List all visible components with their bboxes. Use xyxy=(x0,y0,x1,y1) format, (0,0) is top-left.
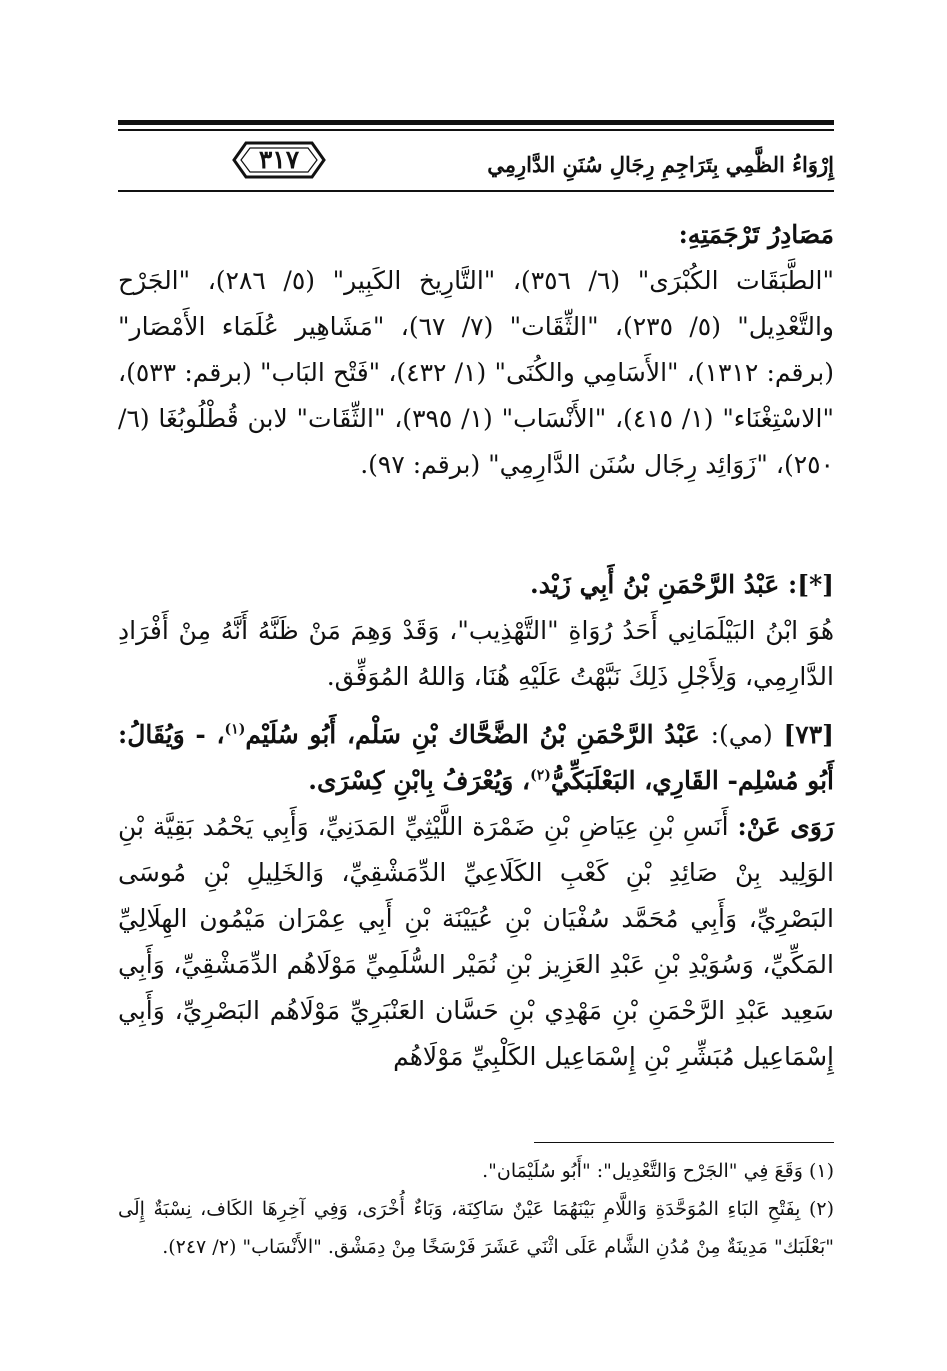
footnote-1: (١) وَقَعَ فِي "الجَرْح وَالتَّعْدِيل": "أَبُو سُلَيْمَان". xyxy=(482,1160,834,1182)
footnotes xyxy=(118,1152,834,1266)
sources-text: "الطَّبَقَات الكُبْرَى" (٦/ ٣٥٦)، "التَّارِيخ الكَبِير" (٥/ ٢٨٦)، "الجَرْح والتَّعْدِيل" (٥/ ٢٣٥)، "الثِّقَات" (٧/ ٦٧)، "مَشَاهِير عُلَمَاء الأَمْصَار" (برقم: ١٣١٢)، "الأَسَامِي والكُنَى" (١/ ٤٣٢)، "فَتْح البَاب" (برقم: ٥٣٣)، "الاسْتِغْنَاء" (١/ ٤١٥)، "الأَنْسَاب" (١/ ٣٩٥)، "الثِّقَات" لابن قُطْلُوبُغَا (٦/ ٢٥٠)، "زَوَائِد رِجَال سُنَن الدَّارِمِي" (برقم: ٩٧). xyxy=(118,266,835,479)
note-section xyxy=(118,562,834,700)
page-number-badge xyxy=(232,140,326,180)
footnote-ref-1[interactable]: (١) xyxy=(224,721,246,738)
footnote-2: (٢) بِفَتْحِ البَاءِ المُوَحَّدَةِ وَاللَّامِ بَيْنَهُمَا عَيْنٌ سَاكِنَة، وَبَاءٌ أُخْرَى، وَفِي آخِرِهَا الكَاف، نِسْبَةٌ إِلَى "بَعْلَبَك" مَدِينَةٌ مِنْ مُدُنِ الشَّام عَلَى اثْنَي عَشَرَ فَرْسَخًا مِنْ دِمَشْق. "الأَنْسَاب" (٢/ ٢٤٧). xyxy=(118,1198,834,1258)
entry-code: (مي): xyxy=(710,720,773,749)
entry-narrated-from xyxy=(118,804,834,1080)
entry-section xyxy=(118,712,834,1080)
note-text: هُوَ ابْنُ البَيْلَمَانِي أَحَدُ رُوَاةِ "التَّهْذِيب"، وَقَدْ وَهِمَ مَنْ ظَنَّهُ أَنَّهُ مِنْ أَفْرَادِ الدَّارِمِي، وَلِأَجْلِ ذَلِكَ نَبَّهْتُ عَلَيْهِ هُنَا، وَاللهُ المُوَفِّق. xyxy=(118,616,834,691)
note-heading: [*]: عَبْدُ الرَّحْمَنِ بْنُ أَبِي زَيْد. xyxy=(530,570,834,599)
entry-title xyxy=(118,712,834,804)
entry-name: عَبْدُ الرَّحْمَنِ بْنُ الضَّحَّاك بْنِ سَلْم، أَبُو سُلَيْم xyxy=(245,720,700,749)
footnote-ref-2[interactable]: (٢) xyxy=(530,767,551,784)
entry-name-end: ، وَيُعْرَفُ بِابْنِ كِسْرَى. xyxy=(308,766,531,795)
header-rule-bottom xyxy=(118,190,834,192)
sources-section xyxy=(118,212,834,488)
narrated-from-text: أَنَسِ بْنِ عِيَاضِ بْنِ ضَمْرَة اللَّيْثِيِّ المَدَنِيِّ، وَأَبِي يَحْمُد بَقِيَّة بْنِ الوَلِيد بِنْ صَائِدِ بْنِ كَعْبِ الكَلَاعِيِّ الدِّمَشْقِيِّ، وَالخَلِيلِ بْنِ مُوسَى البَصْرِيِّ، وَأَبِي مُحَمَّد سُفْيَان بْنِ عُيَيْنَة بْنِ أَبِي عِمْرَان مَيْمُون الهِلَالِيِّ المَكِّيِّ، وَسُوَيْدِ بْنِ عَبْدِ العَزِيز بْنِ نُمَيْر السُّلَمِيِّ مَوْلَاهُم الدِّمَشْقِيِّ، وَأَبِي سَعِيد عَبْدِ الرَّحْمَنِ بْنِ مَهْدِي بْنِ حَسَّان العَنْبَرِيِّ مَوْلَاهُم البَصْرِيِّ، وَأَبِي إِسْمَاعِيل مُبَشِّرِ بْنِ إِسْمَاعِيل الكَلْبِيِّ مَوْلَاهُم xyxy=(118,812,834,1071)
narrated-from-label: رَوَى عَنْ: xyxy=(737,812,834,841)
entry-number: [٧٣] xyxy=(783,720,834,749)
sources-heading: مَصَادِرُ تَرْجَمَتِهِ: xyxy=(678,220,834,249)
header-rule-thin xyxy=(118,129,834,131)
footnote-separator xyxy=(534,1142,834,1143)
entry-name-rest: ، - وَيُقَالُ: أَبُو مُسْلِم- القَارِي، البَعْلَبَكِّيُّ xyxy=(118,720,834,795)
page-number: ٣١٧ xyxy=(258,145,300,174)
header-rule-thick xyxy=(118,120,834,125)
running-title: إِرْوَاءُ الظَّمِي بِتَرَاجِمِ رِجَالِ سُنَنِ الدَّارِمِي xyxy=(487,152,834,177)
